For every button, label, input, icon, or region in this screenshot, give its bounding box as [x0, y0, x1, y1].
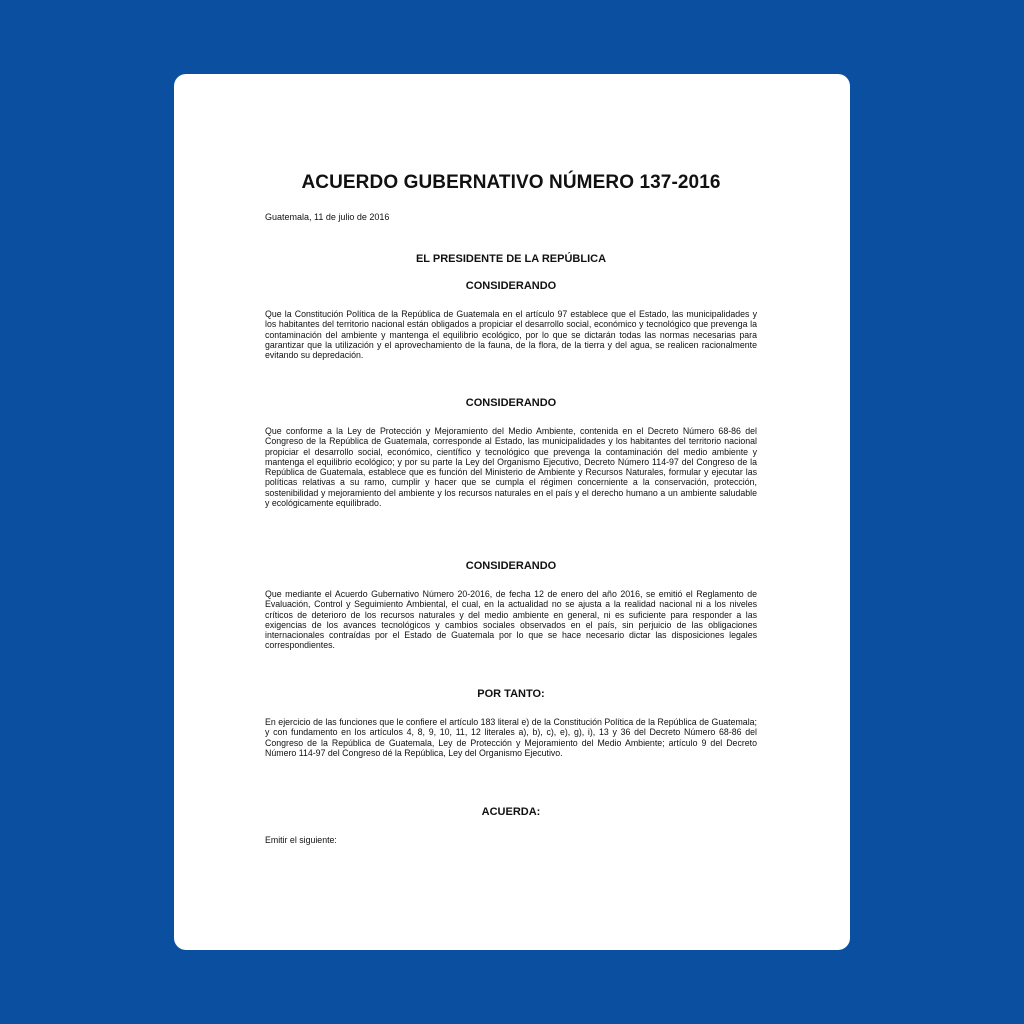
section-heading-considerando-2: CONSIDERANDO: [465, 397, 557, 409]
section-heading-considerando-3: CONSIDERANDO: [465, 560, 557, 572]
document-title: ACUERDO GUBERNATIVO NÚMERO 137-2016: [301, 172, 721, 193]
authority-heading: EL PRESIDENTE DE LA REPÚBLICA: [415, 253, 607, 265]
section-heading-por-tanto: POR TANTO:: [477, 688, 545, 700]
section-text-considerando-2: Que conforme a la Ley de Protección y Mejoramiento del Medio Ambiente, contenida en el Decreto Número 68-86 del Congreso de la República de Guatemala, corresponde al Estado, las municipalidades y los habitantes del territorio nacional propiciar el desarrollo social, económico, científico y tecnológico que prevenga la contaminación del medio ambiente y mantenga el equilibrio ecológico; y por su parte la Ley del Organismo Ejecutivo, Decreto Número 114-97 del Congreso de la República de Guatemala, establece que es función del Ministerio de Ambiente y Recursos Naturales, formular y ejecutar las políticas relativas a su ramo, cumplir y hacer que se cumpla el régimen concerniente a la conservación, protección, sostenibilidad y mejoramiento del ambiente y los recursos naturales en el país y el derecho humano a un ambiente saludable y ecológicamente equilibrado.: [265, 426, 757, 509]
section-heading-acuerda: ACUERDA:: [481, 806, 541, 818]
section-text-por-tanto: En ejercicio de las funciones que le confiere el artículo 183 literal e) de la Constitución Política de la República de Guatemala; y con fundamento en los artículos 4, 8, 9, 10, 11, 12 literales a), b), c), e), g), i), 13 y 36 del Decreto Número 68-86 del Congreso de la República de Guatemala, Ley de Protección y Mejoramiento del Medio Ambiente; artículo 9 del Decreto Número 114-97 del Congreso dé la República, Ley del Organismo Ejecutivo.: [265, 717, 757, 758]
section-text-considerando-3: Que mediante el Acuerdo Gubernativo Número 20-2016, de fecha 12 de enero del año 2016, se emitió el Reglamento de Evaluación, Control y Seguimiento Ambiental, el cual, en la actualidad no se ajusta a la realidad nacional ni a los niveles críticos de deterioro de los recursos naturales y del medio ambiente en general, ni es suficiente para responder a las exigencias de los avances tecnológicos y cambios sociales observados en el país, sin perjuicio de las obligaciones internacionales contraídas por el Estado de Guatemala por lo que se hace necesario dictar las disposiciones legales correspondientes.: [265, 589, 757, 651]
date-line: Guatemala, 11 de julio de 2016: [265, 212, 390, 222]
section-heading-considerando-1: CONSIDERANDO: [465, 280, 557, 292]
section-text-considerando-1: Que la Constitución Política de la República de Guatemala en el artículo 97 establece que el Estado, las municipalidades y los habitantes del territorio nacional están obligados a propiciar el desarrollo social, económico y tecnológico que prevenga la contaminación del ambiente y mantenga el equilibrio ecológico, por lo que se dictarán todas las normas necesarias para garantizar que la utilización y el aprovechamiento de la fauna, de la flora, de la tierra y del agua, se realicen racionalmente evitando su depredación.: [265, 309, 757, 361]
document-page: [174, 74, 850, 950]
section-text-acuerda: Emitir el siguiente:: [265, 835, 337, 845]
